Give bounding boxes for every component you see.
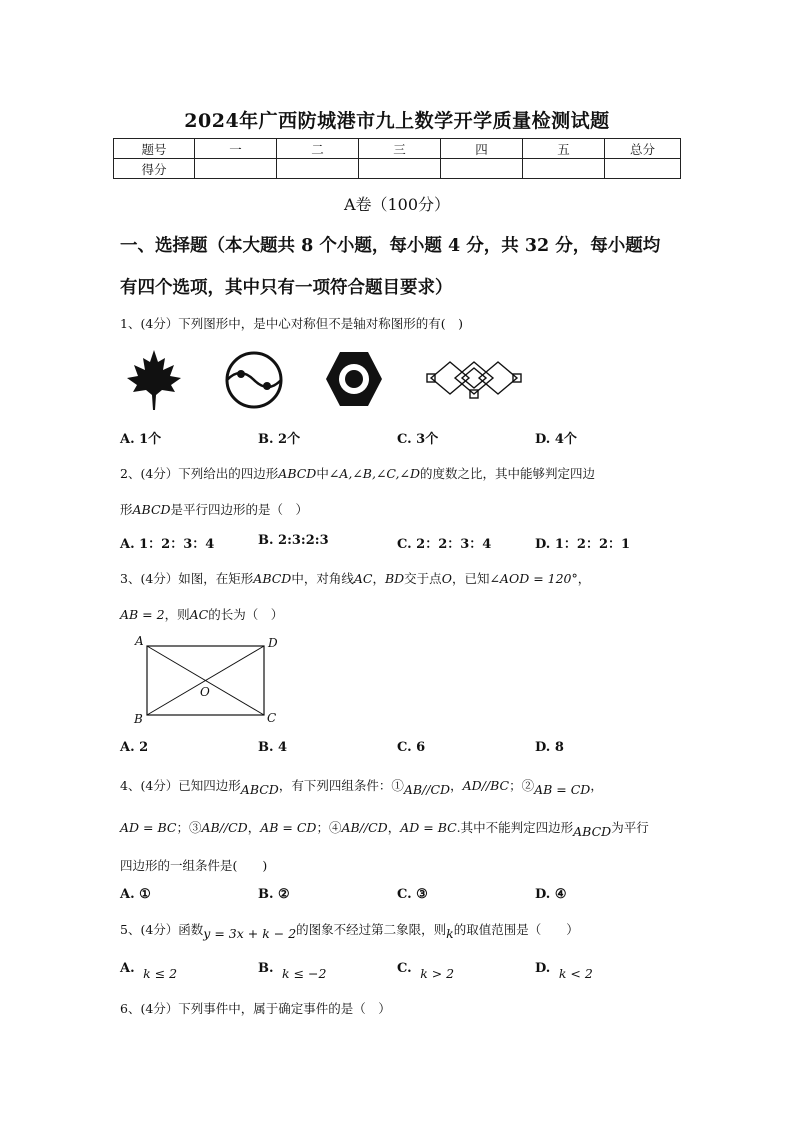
section-heading-line1: 一、选择题（本大题共 8 个小题，每小题 4 分，共 32 分，每小题均 [120, 236, 661, 256]
q5-stem-pre: 5、(4分）函数 [120, 922, 204, 937]
score-table-header-row [114, 139, 681, 159]
diagram-label-a: A [135, 634, 144, 648]
q5-stem-mid: 的图象不经过第二象限，则 [296, 922, 447, 937]
q4-abcd: ABCD [240, 782, 279, 797]
q4-sep: ， [450, 778, 463, 793]
q5-option-c-label: C. [397, 961, 412, 976]
q2-angles: ∠A,∠B,∠C,∠D [328, 466, 421, 481]
exam-title: 2024年广西防城港市九上数学开学质量检测试题 [184, 110, 610, 132]
q2-abcd: ABCD [278, 466, 317, 481]
diagram-label-b: B [134, 712, 143, 726]
score-cell [441, 159, 523, 179]
diagram-label-d: D [268, 636, 278, 650]
q4-cond2-end: ， [590, 778, 603, 793]
q5-option-a[interactable] [120, 960, 178, 981]
rectangle-diagram [146, 645, 266, 717]
q4-cond4-b: AD = BC [400, 820, 457, 835]
q3-line2-post: 的长为（ ） [208, 607, 284, 622]
q5-function: y = 3x + k − 2 [203, 926, 297, 941]
q5-option-c[interactable] [397, 960, 455, 981]
q3-option-a[interactable]: A. 2 [120, 740, 149, 755]
diamond-chain-icon [426, 356, 522, 402]
q3-abcd: ABCD [253, 571, 292, 586]
hexagon-nut-icon [324, 350, 384, 408]
q2-abcd-2: ABCD [132, 502, 171, 517]
question-4-stem-line2 [120, 818, 649, 839]
q3-bd: BD [384, 571, 405, 586]
question-5-stem [120, 920, 579, 941]
q3-stem-pre: 3、(4分）如图，在矩形 [120, 571, 254, 586]
q5-option-a-label: A. [120, 961, 135, 976]
q2-option-b[interactable]: B. 2:3:2:3 [258, 533, 329, 548]
score-header-cell: 二 [277, 139, 359, 159]
q1-option-c[interactable]: C. 3个 [397, 432, 439, 447]
question-3-stem [120, 569, 590, 587]
q4-cond3-b: AB = CD [260, 820, 317, 835]
q1-option-a[interactable]: A. 1个 [120, 432, 162, 447]
q2-stem-pre: 2、(4分）下列给出的四边形 [120, 466, 279, 481]
q4-cond4-pre: ；④ [316, 820, 342, 835]
q3-option-c[interactable]: C. 6 [397, 740, 426, 755]
q4-abcd-2: ABCD [573, 824, 612, 839]
q3-o: O [441, 571, 452, 586]
q5-option-c-expr: k > 2 [420, 966, 455, 981]
score-table [113, 138, 681, 179]
maple-leaf-icon [124, 348, 184, 412]
q4-cond4-a: AB//CD [341, 820, 388, 835]
q2-option-d[interactable]: D. 1：2：2：1 [535, 537, 631, 552]
q5-option-d[interactable] [535, 960, 593, 981]
q5-stem-post: 的取值范围是（ ） [453, 922, 579, 937]
q5-option-a-expr: k ≤ 2 [143, 966, 178, 981]
q1-option-b[interactable]: B. 2个 [258, 432, 301, 447]
q4-cond2-pre: ；② [509, 778, 535, 793]
q4-cond2-a: AB = CD [534, 782, 591, 797]
question-2-stem-line2 [120, 500, 308, 518]
q4-option-a[interactable]: A. ① [120, 887, 151, 902]
q3-stem-a: 中，对角线 [291, 571, 354, 586]
q3-ac: AC [353, 571, 373, 586]
q4-cond3-sep: ， [247, 820, 261, 835]
score-cell [605, 159, 681, 179]
score-table-score-row [114, 159, 681, 179]
question-4-stem-line3: 四边形的一组条件是( ) [120, 858, 268, 873]
q2-option-a[interactable]: A. 1：2：3：4 [120, 537, 215, 552]
q3-ab: AB = 2 [120, 607, 165, 622]
q3-comma: ， [372, 571, 385, 586]
score-header-cell: 一 [195, 139, 277, 159]
q4-stem-pre: 4、(4分）已知四边形 [120, 778, 241, 793]
q4-line2-end: 为平行 [611, 820, 649, 835]
q3-ac-2: AC [189, 607, 209, 622]
score-cell [277, 159, 359, 179]
q4-cond1-a: AB//CD [403, 782, 451, 797]
question-2-stem [120, 464, 595, 482]
score-cell [359, 159, 441, 179]
score-row-label: 得分 [114, 159, 195, 179]
yin-yang-icon [224, 350, 284, 410]
q5-option-b-label: B. [258, 961, 274, 976]
question-1-stem: 1、(4分）下列图形中，是中心对称但不是轴对称图形的有( ) [120, 316, 464, 331]
q2-option-c[interactable]: C. 2：2：3：4 [397, 537, 492, 552]
q2-line2-post: 是平行四边形的是（ ） [170, 502, 309, 517]
q3-stem-b: 交于点 [404, 571, 442, 586]
q4-cond3-pre: ；③ [176, 820, 202, 835]
q3-option-b[interactable]: B. 4 [258, 740, 288, 755]
q2-stem-mid: 中 [316, 466, 329, 481]
diagram-label-c: C [267, 711, 277, 725]
q4-line2-post: .其中不能判定四边形 [456, 820, 574, 835]
q3-option-d[interactable]: D. 8 [535, 740, 564, 755]
question-6-stem: 6、(4分）下列事件中，属于确定事件的是（ ） [120, 1001, 391, 1016]
q3-stem-c: ，已知 [451, 571, 490, 586]
q5-option-d-label: D. [535, 961, 551, 976]
q4-option-d[interactable]: D. ④ [535, 887, 567, 902]
score-cell [195, 159, 277, 179]
part-title: A卷（100分） [343, 195, 451, 214]
q5-option-b-expr: k ≤ −2 [282, 966, 327, 981]
q4-option-c[interactable]: C. ③ [397, 887, 428, 902]
q3-stem-d: ， [577, 571, 591, 586]
q3-line2-mid: ，则 [164, 607, 190, 622]
q4-cond2-b: AD = BC [120, 820, 177, 835]
q3-angle: ∠AOD = 120° [489, 571, 578, 586]
q4-stem-post: ，有下列四组条件：① [278, 778, 404, 793]
score-header-cell: 三 [359, 139, 441, 159]
question-4-stem [120, 776, 603, 797]
section-heading-line2: 有四个选项，其中只有一项符合题目要求） [120, 278, 453, 298]
q2-stem-post: 的度数之比，其中能够判定四边 [420, 466, 596, 481]
q4-cond1-b: AD//BC [462, 778, 510, 793]
q1-option-d[interactable]: D. 4个 [535, 432, 577, 447]
q5-option-d-expr: k < 2 [558, 966, 593, 981]
score-header-cell: 总分 [605, 139, 681, 159]
q4-cond4-sep: ， [387, 820, 401, 835]
score-header-cell: 题号 [114, 139, 195, 159]
q5-k: k [446, 926, 454, 941]
question-3-stem-line2 [120, 605, 283, 623]
q4-option-b[interactable]: B. ② [258, 887, 290, 902]
score-header-cell: 五 [523, 139, 605, 159]
score-header-cell: 四 [441, 139, 523, 159]
q5-option-b[interactable] [258, 960, 327, 981]
diagram-label-o: O [200, 685, 210, 699]
q2-line2-pre: 形 [120, 502, 133, 517]
q4-cond3-a: AB//CD [201, 820, 248, 835]
score-cell [523, 159, 605, 179]
